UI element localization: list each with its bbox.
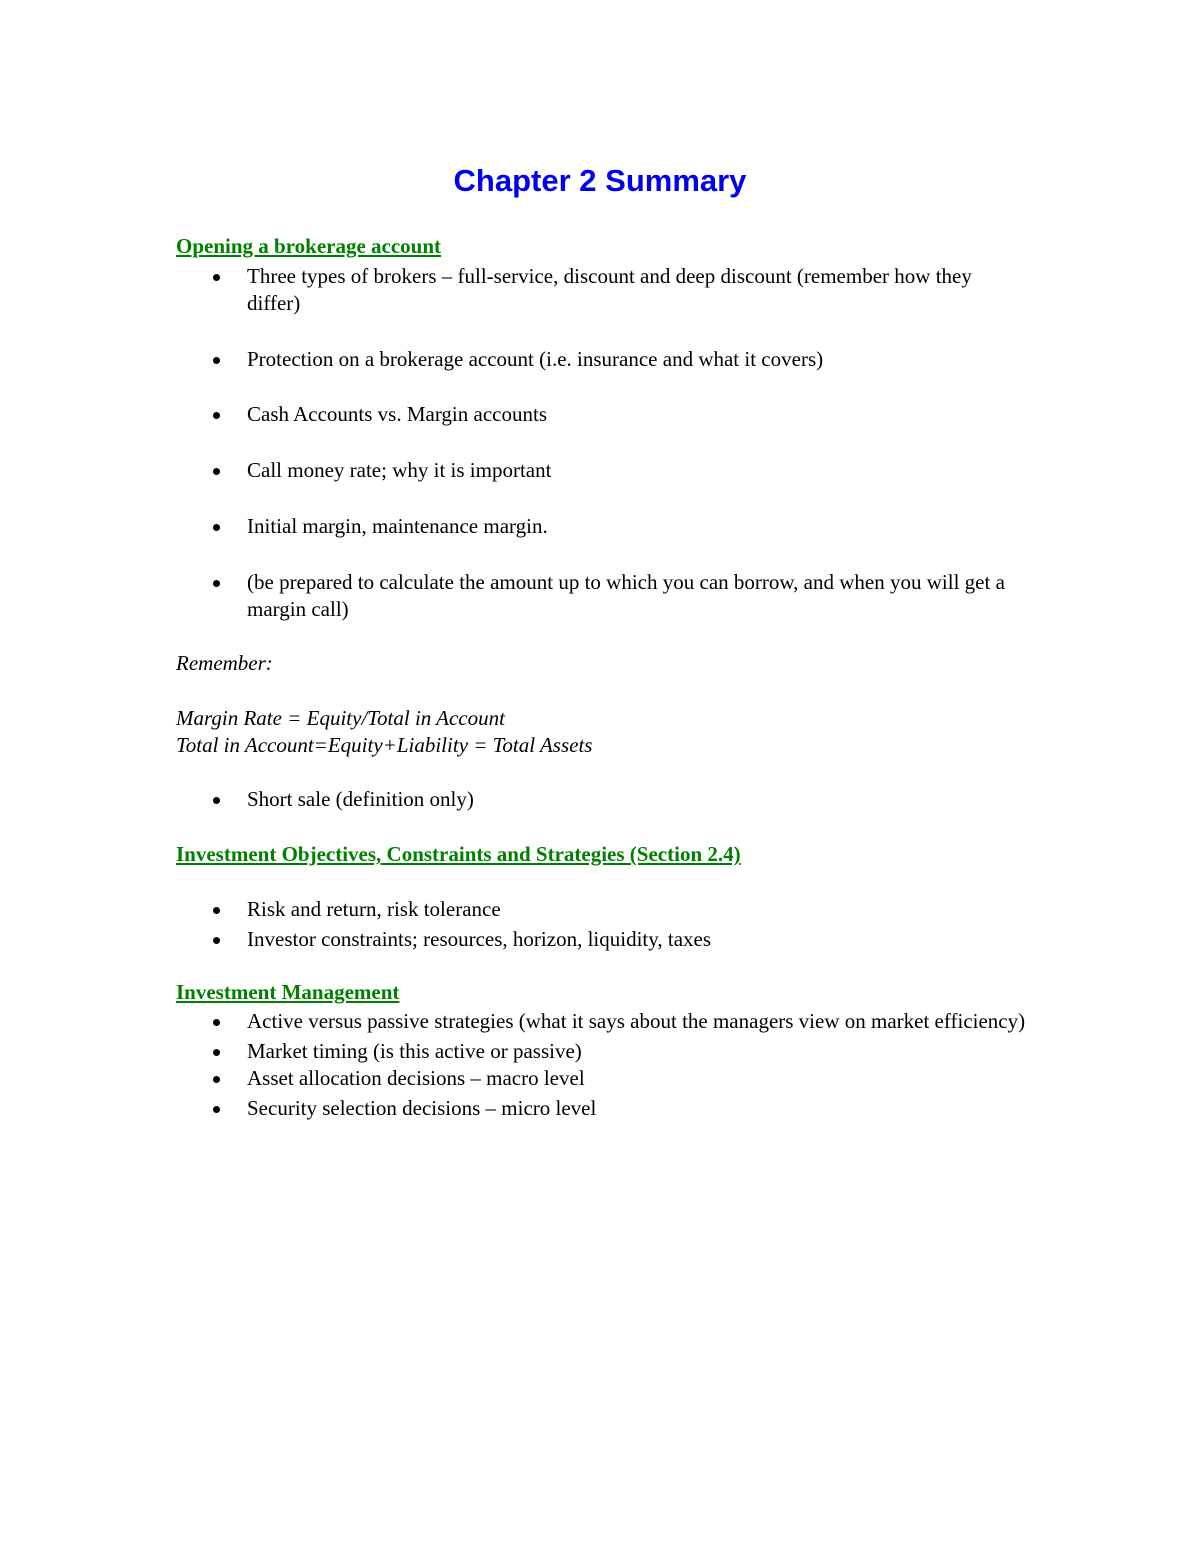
bullet-icon [213,1019,220,1026]
remember-label: Remember: [176,651,273,675]
brokerage-list-4 [176,457,1026,484]
bullet-icon [213,907,220,914]
list-item: Risk and return, risk tolerance [176,896,1026,923]
brokerage-list-3 [176,401,1026,428]
section-heading-brokerage-account: Opening a brokerage account [176,234,442,258]
bullet-icon [213,524,220,531]
list-item: Three types of brokers – full-service, discount and deep discount (remember how they differ) [176,263,1026,317]
bullet-icon [213,1106,220,1113]
brokerage-list-1 [176,263,1026,317]
brokerage-list-2 [176,346,1026,373]
objectives-list [176,896,1026,953]
list-item: Security selection decisions – micro level [176,1095,1026,1122]
list-item: Initial margin, maintenance margin. [176,513,1026,540]
list-item: Active versus passive strategies (what it says about the managers view on market efficiency) [176,1008,1026,1035]
brokerage-list-7 [176,786,1026,813]
bullet-icon [213,1076,220,1083]
formula-total-in-account: Total in Account=Equity+Liability = Total Assets [176,733,593,757]
section-heading-management: Investment Management [176,980,400,1004]
list-item: Call money rate; why it is important [176,457,1026,484]
list-item: Cash Accounts vs. Margin accounts [176,401,1026,428]
bullet-icon [213,937,220,944]
bullet-icon [213,580,220,587]
management-list [176,1008,1026,1122]
list-item: Asset allocation decisions – macro level [176,1065,1026,1092]
bullet-icon [213,468,220,475]
list-item: Investor constraints; resources, horizon, liquidity, taxes [176,926,1026,953]
list-item: (be prepared to calculate the amount up to which you can borrow, and when you will get a margin call) [176,569,1026,623]
list-item: Short sale (definition only) [176,786,1026,813]
brokerage-list-6 [176,569,1026,623]
section-heading-objectives: Investment Objectives, Constraints and Strategies (Section 2.4) [176,842,741,866]
bullet-icon [213,1049,220,1056]
bullet-icon [213,412,220,419]
list-item: Protection on a brokerage account (i.e. insurance and what it covers) [176,346,1026,373]
list-item: Market timing (is this active or passive) [176,1038,1026,1065]
document-title: Chapter 2 Summary [453,163,747,198]
brokerage-list-5 [176,513,1026,540]
bullet-icon [213,274,220,281]
bullet-icon [213,357,220,364]
formula-margin-rate: Margin Rate = Equity/Total in Account [176,706,505,730]
bullet-icon [213,797,220,804]
